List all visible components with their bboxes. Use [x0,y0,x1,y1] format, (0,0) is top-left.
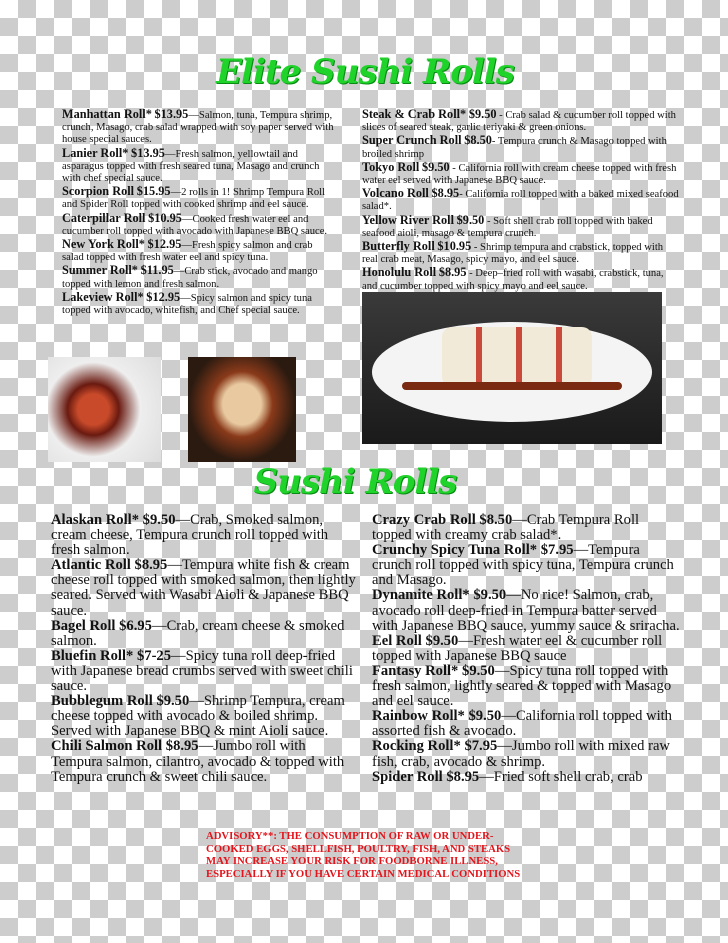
menu-item [372,634,682,664]
sushi-plate-photo [362,292,662,444]
item-name: Scorpion Roll [62,184,135,199]
item-description: —Fresh salmon, yellowtail and asparagus topped with fresh seared tuna, Masago and crunch with chef special sauce. [62,148,320,185]
menu-item [362,214,680,240]
item-description: —Tempura crunch roll topped with spicy tuna, Tempura crunch and Masago. [372,542,674,589]
menu-item [62,264,334,290]
item-price: $9.50 [156,693,190,710]
menu-item [51,649,356,694]
item-name: Volcano Roll [362,186,429,201]
item-price: $10.95 [148,210,182,225]
item-name: Atlantic Roll [51,557,135,574]
item-name: Bluefin Roll* [51,647,134,664]
item-description: —Shrimp Tempura, cream cheese topped with avocado & boiled shrimp. Served with Japanese BBQ & mint Aioli sauce. [51,693,345,740]
menu-item [51,558,356,618]
item-price: $7.95 [540,542,574,559]
item-price: $13.95 [154,107,189,121]
item-description: —2 rolls in 1! Shrimp Tempura Roll and Spider Roll topped with cooked shrimp and eel sauce. [62,187,326,211]
menu-item [372,588,682,633]
menu-item [372,709,682,739]
item-name: Steak & Crab Roll* [362,107,467,121]
advisory-notice: ADVISORY**: THE CONSUMPTION OF RAW OR UNDER-COOKED EGGS, SHELLFISH, POULTRY, FISH, AND STEAKS MAY INCREASE YOUR RISK FOR FOODBORNE ILLNESS, ESPECIALLY IF YOU HAVE CERTAIN MEDICAL CONDITIONS [206,830,521,880]
item-price: $8.95 [431,186,460,201]
menu-item [362,240,680,266]
sushi-left-column [51,513,356,785]
item-description: —Spicy salmon and spicy tuna topped with avocado, whitefish, and Chef special sauce. [62,292,312,317]
item-price: $8.50 [479,512,513,528]
item-price: $9.50 [468,107,497,121]
item-description: —No rice! Salmon, crab, avocado roll deep-fried in Tempura batter served with Japanese BBQ sauce, yummy sauce & sriracha. [372,587,680,634]
menu-item [372,664,682,709]
item-price: $8.95 [134,557,168,574]
item-description: —Cooked fresh water eel and cucumber roll topped with avocado with Japanese BBQ sauce. [62,213,328,237]
item-name: Bubblegum Roll [51,693,153,710]
menu-item [62,238,334,264]
menu-item [62,291,334,317]
item-price: $9.50 [462,662,495,679]
item-name: Bagel Roll [51,617,116,634]
item-name: Fantasy Roll* [372,662,459,679]
item-name: Dynamite Roll* [372,587,470,604]
item-description: —Jumbo roll with mixed raw fish, crab, avocado & shrimp. [372,738,670,770]
item-description: - Shrimp tempura and crabstick, topped with real crab meat, Masago, spicy mayo, and eel sauce. [362,242,664,266]
item-description: —California roll topped with assorted fish & avocado. [372,708,672,740]
menu-item [62,185,334,211]
item-description: —Spicy tuna roll deep-fried with Japanese bread crumbs served with sweet chili sauce. [51,647,353,695]
item-name: Rocking Roll* [372,738,461,755]
menu-item [51,513,356,558]
item-price: $8.95 [165,738,199,755]
menu-item [51,739,356,784]
item-description: —Crab Tempura Roll topped with creamy crab salad*. [372,512,640,544]
item-name: New York Roll* [62,237,145,252]
menu-item [51,619,356,649]
item-name: Eel Roll [372,632,426,649]
sushi-photo-1 [48,357,161,462]
item-price: $9.50 [425,632,459,649]
item-price: $8.50 [464,133,492,148]
item-price: $10.95 [437,239,472,254]
menu-item [372,770,682,785]
item-description: —Crab, cream cheese & smoked salmon. [51,617,345,649]
item-description: - Deep–fried roll with wasabi, crabstick, tuna, and cucumber topped with spicy mayo and eel sauce. [362,268,664,292]
sushi-rolls-title: Sushi Rolls [253,462,457,502]
item-description: —Tempura white fish & cream cheese roll topped with smoked salmon, then lightly seared. Served with Wasabi Aioli & Japanese BBQ sauce. [51,557,356,619]
item-description: —Fried soft shell crab, crab [479,768,643,785]
menu-item [62,212,334,238]
item-price: $9.50 [456,212,485,227]
menu-item [362,161,680,187]
menu-item [62,147,334,186]
elite-right-column [362,108,680,293]
menu-item [362,266,680,292]
item-name: Yellow River Roll [362,212,454,227]
item-price: $9.50 [473,587,507,604]
menu-item [362,134,680,160]
item-name: Lanier Roll* [62,145,129,160]
item-price: $8.95 [438,265,467,280]
item-description: - California roll topped with a baked mixed seafood salad*. [362,189,679,213]
item-description: - Soft shell crab roll topped with baked seafood aioli, masago & tempura crunch. [362,215,653,239]
item-description: —Salmon, tuna, Tempura shrimp, crunch, Masago, crab salad wrapped with soy paper served with house special sauces. [62,110,334,146]
item-description: —Fresh spicy salmon and crab salad topped with fresh water eel and spicy tuna. [62,240,313,264]
item-price: $9.50 [468,708,502,725]
menu-item [362,108,680,134]
item-name: Summer Roll* [62,263,138,278]
item-price: $15.95 [136,184,171,199]
elite-rolls-title: Elite Sushi Rolls [216,52,514,92]
menu-item [51,694,356,739]
item-price: $9.50 [142,512,176,528]
item-description: —Crab stick, avocado and mango topped with lemon and fresh salmon. [62,266,318,290]
menu-item [372,513,682,543]
item-price: $6.95 [119,617,152,634]
menu-item [372,543,682,588]
item-price: $7-25 [136,647,172,664]
sushi-right-column [372,513,682,785]
item-description: —Fresh water eel & cucumber roll topped with Japanese BBQ sauce [372,632,663,664]
item-name: Lakeview Roll* [62,289,144,304]
item-price: $12.95 [147,237,182,252]
item-price: $7.95 [464,738,498,755]
item-price: $9.50 [421,159,450,174]
item-name: Manhattan Roll* [62,107,152,121]
item-name: Tokyo Roll [362,159,420,174]
sushi-photo-2 [188,357,296,462]
item-name: Crunchy Spicy Tuna Roll* [372,542,538,559]
item-name: Honolulu Roll [362,265,437,280]
item-name: Spider Roll [372,768,447,785]
menu-item [372,739,682,769]
item-name: Super Crunch Roll [362,133,462,148]
item-price: $8.95 [446,768,480,785]
item-price: $12.95 [146,289,181,304]
item-price: $11.95 [140,263,174,278]
item-description: —Spicy tuna roll topped with fresh salmon, lightly seared & topped with Masago and eel sauce. [372,662,672,710]
item-description: - Tempura crunch & Masago topped with broiled shrimp [362,136,667,160]
item-name: Butterfly Roll [362,239,435,254]
item-price: $13.95 [131,145,165,160]
item-description: - Crab salad & cucumber roll topped with slices of seared steak, garlic teriyaki & green onions. [362,110,676,134]
item-name: Alaskan Roll* [51,512,139,528]
item-name: Chili Salmon Roll [51,738,163,755]
item-description: —Crab, Smoked salmon, cream cheese, Tempura crunch roll topped with fresh salmon. [51,512,329,559]
item-name: Crazy Crab Roll [372,512,476,528]
item-description: - California roll with cream cheese topped with fresh water eel served with Japanese BBQ sauce. [362,162,677,187]
elite-left-column [62,108,334,317]
item-name: Rainbow Roll* [372,708,469,725]
menu-item [362,187,680,213]
item-description: —Jumbo roll with Tempura salmon, cilantro, avocado & topped with Tempura crunch & sweet chili sauce. [51,738,345,785]
menu-item [62,108,334,147]
item-name: Caterpillar Roll [62,210,146,225]
